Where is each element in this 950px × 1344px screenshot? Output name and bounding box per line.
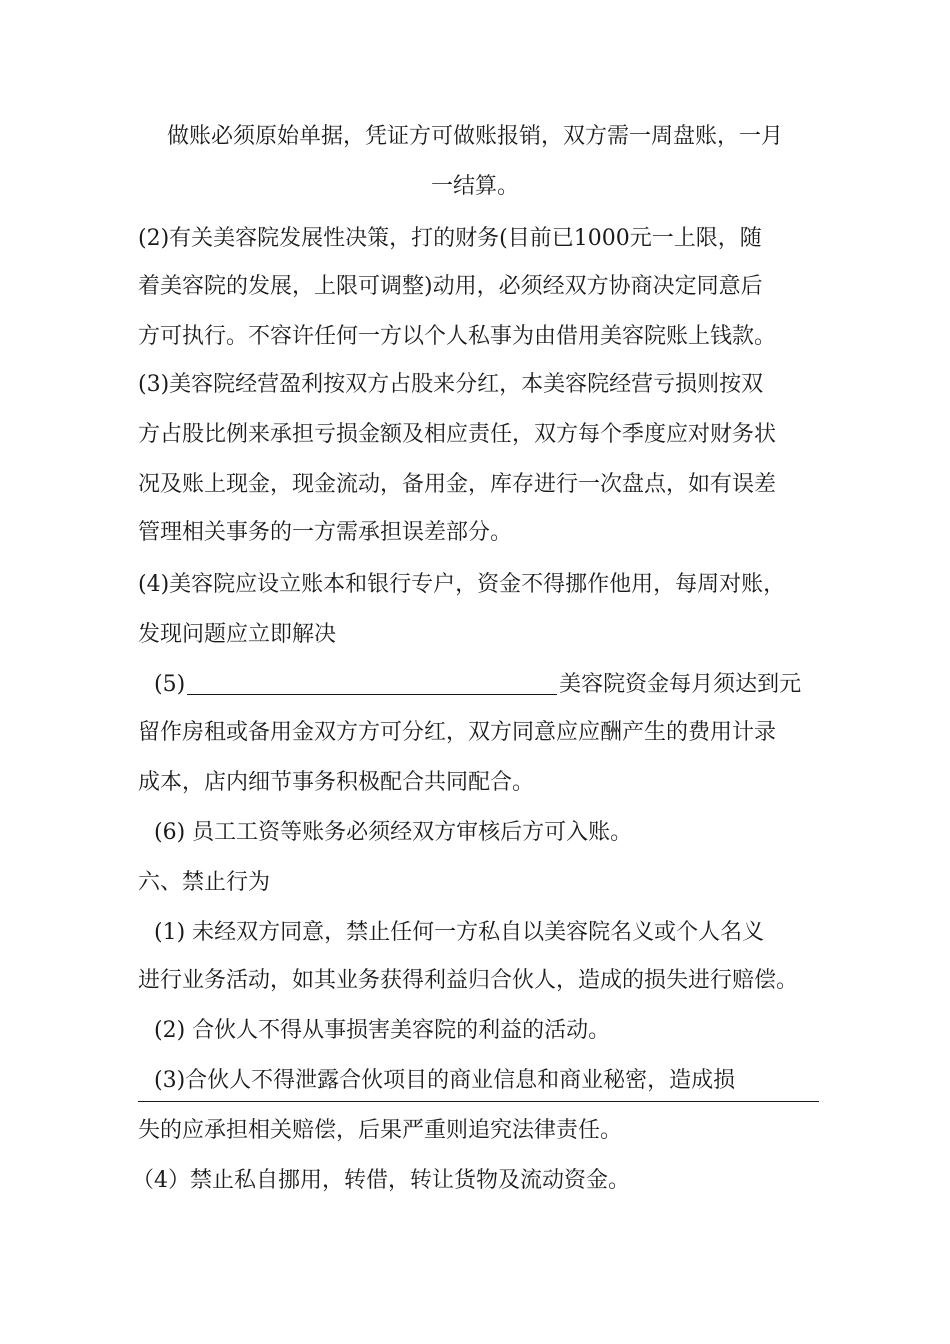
text-line: (3)合伙人不得泄露合伙项目的商业信息和商业秘密，造成损: [154, 1068, 736, 1093]
text-line: 做账必须原始单据，凭证方可做账报销，双方需一周盘账，一月: [166, 124, 783, 149]
text-line: (3)美容院经营盈利按双方占股来分红，本美容院经营亏损则按双: [138, 372, 764, 397]
text-line: (2) 合伙人不得从事损害美容院的利益的活动。: [154, 1018, 611, 1043]
text-line: (1) 未经双方同意，禁止任何一方私自以美容院名义或个人名义: [154, 920, 765, 945]
section-heading: 六、禁止行为: [138, 870, 271, 895]
fill-in-blank: [187, 674, 557, 695]
text-line: 方可执行。不容许任何一方以个人私事为由借用美容院账上钱款。: [138, 324, 777, 349]
clause-text: 美容院资金每月须达到元: [559, 672, 802, 697]
text-line: 留作房租或备用金双方方可分红，双方同意应应酬产生的费用计录: [138, 720, 777, 745]
clause-5-line: [154, 670, 801, 700]
text-line: 管理相关事务的一方需承担误差部分。: [138, 520, 513, 545]
text-line: 发现问题应立即解决: [138, 622, 337, 647]
text-line: （4）禁止私自挪用，转借，转让货物及流动资金。: [132, 1168, 630, 1193]
clause-number: (5): [154, 672, 186, 697]
text-line: (4)美容院应设立账本和银行专户，资金不得挪作他用，每周对账，: [138, 572, 786, 597]
text-line: 成本，店内细节事务积极配合共同配合。: [138, 770, 535, 795]
text-line: 方占股比例来承担亏损金额及相应责任，双方每个季度应对财务状: [138, 422, 777, 447]
text-line: (2)有关美容院发展性决策，打的财务(目前已1000元一上限，随: [138, 226, 762, 251]
text-line: 失的应承担相关赔偿，后果严重则追究法律责任。: [138, 1118, 623, 1143]
text-line: 着美容院的发展，上限可调整)动用，必须经双方协商决定同意后: [138, 274, 763, 299]
text-line: 况及账上现金，现金流动，备用金，库存进行一次盘点，如有误差: [138, 472, 777, 497]
text-line: 一结算。: [430, 174, 519, 199]
text-line: 进行业务活动，如其业务获得利益归合伙人，造成的损失进行赔偿。: [138, 968, 799, 993]
text-line: (6) 员工工资等账务必须经双方审核后方可入账。: [154, 820, 633, 845]
horizontal-rule: [138, 1101, 819, 1102]
